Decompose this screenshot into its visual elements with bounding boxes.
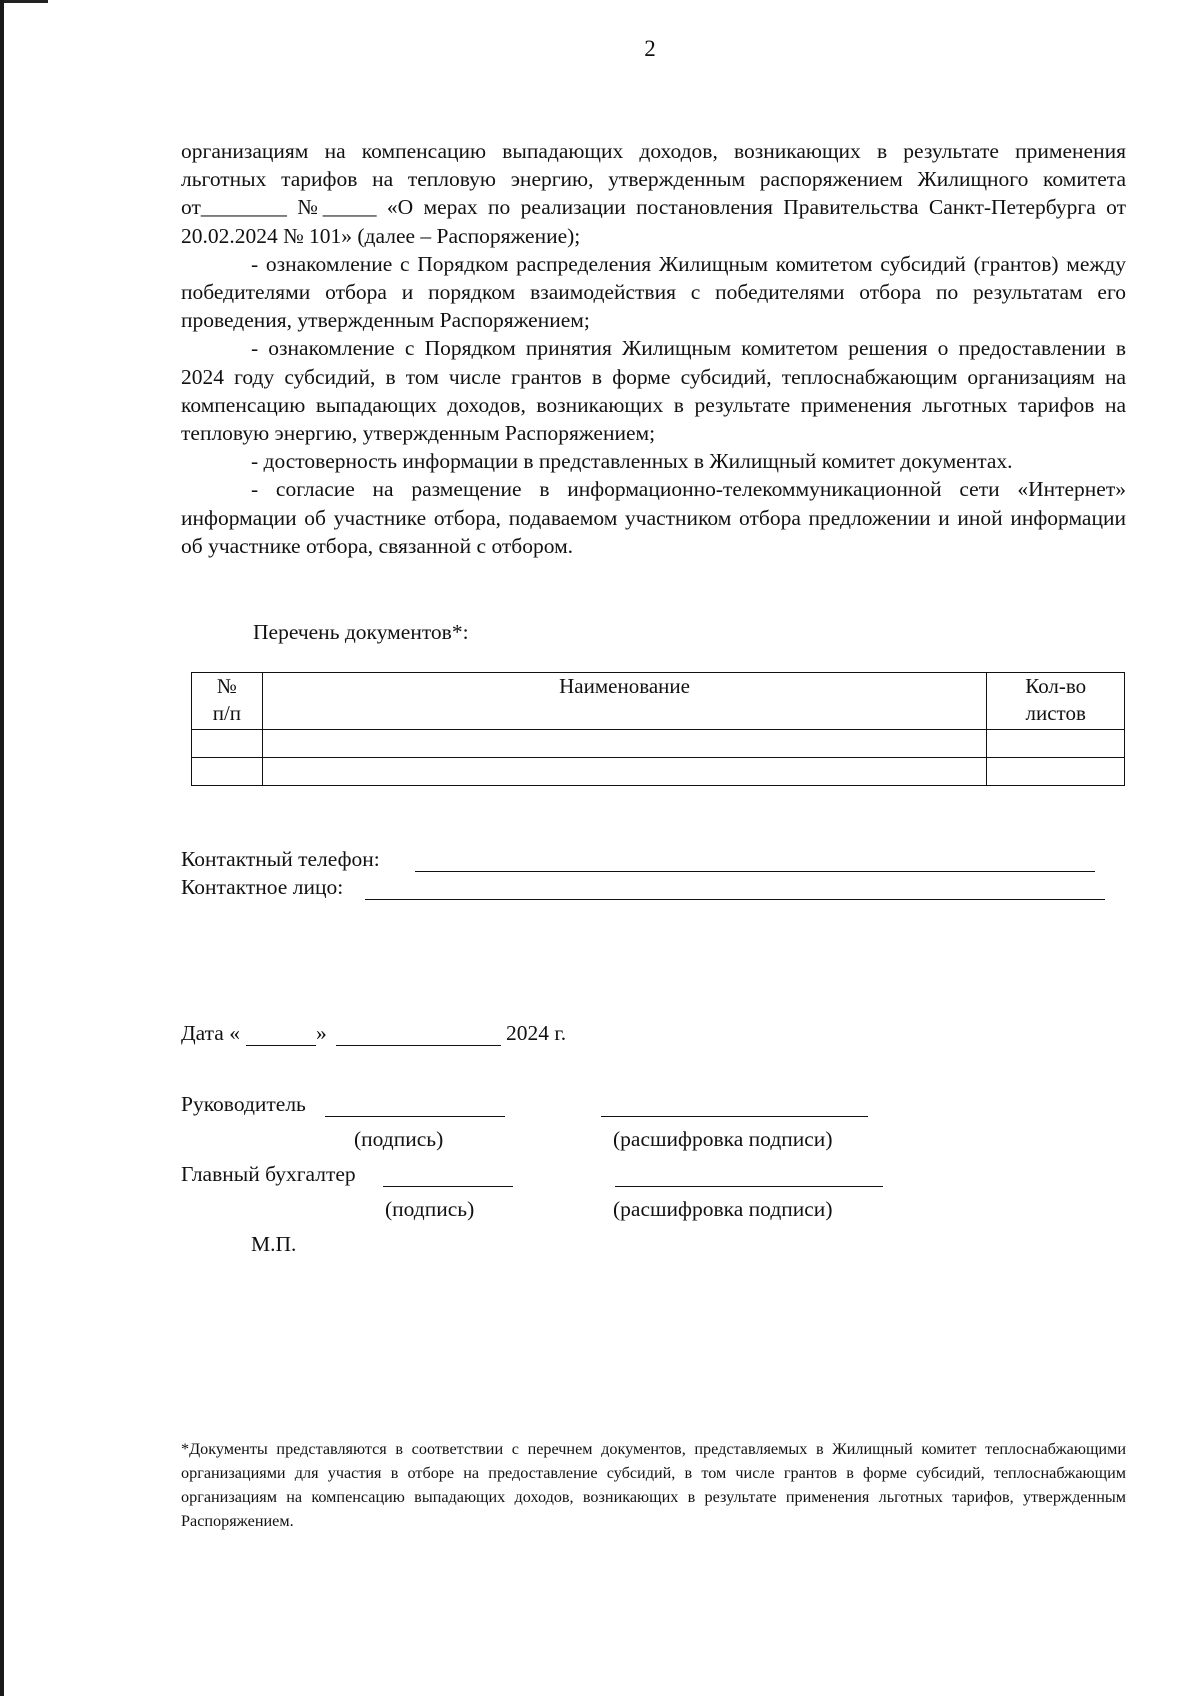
table-cell-name[interactable] [262, 758, 987, 786]
column-header-quantity-line1: Кол-во [1025, 674, 1087, 698]
documents-table [191, 672, 1125, 786]
table-cell-quantity[interactable] [987, 758, 1125, 786]
column-header-name: Наименование [262, 673, 987, 730]
page-number: 2 [644, 36, 656, 61]
accountant-label: Главный бухгалтер [181, 1162, 356, 1186]
date-month-field[interactable] [336, 1021, 501, 1046]
paragraph-2: - ознакомление с Порядком распределения Жилищным комитетом субсидий (грантов) между победителями отбора и порядком взаимодействия с победителями отбора по результатам его проведения, утвержденным Распоряжением; [181, 251, 1126, 333]
paragraph-3: - ознакомление с Порядком принятия Жилищным комитетом решения о предоставлении в 2024 году субсидий, в том числе грантов в форме субсидий, теплоснабжающим организациям на компенсацию выпадающих доходов, возникающих в результате применения льготных тарифов на тепловую энергию, утвержденным Распоряжением; [181, 336, 1126, 446]
paragraph-1: организациям на компенсацию выпадающих доходов, возникающих в результате применения льготных тарифов на тепловую энергию, утвержденным распоряжением Жилищного комитета от________ №_____ «О мерах по реализации постановления Правительства Санкт-Петербурга от 20.02.2024 № 101» (далее – Распоряжение); [181, 139, 1126, 248]
column-header-number-line2: п/п [212, 701, 242, 725]
footnote: *Документы представляются в соответствии с перечнем документов, представляемых в Жилищный комитет теплоснабжающими организациями для участия в отборе на предоставление субсидий, в том числе грантов в форме субсидий, теплоснабжающим организациям на компенсацию выпадающих доходов, возникающих в результате применения льготных тарифов, утвержденным Распоряжением. [181, 1440, 1126, 1530]
accountant-decoding-caption: (расшифровка подписи) [613, 1197, 833, 1221]
column-header-quantity-line2: листов [1025, 701, 1086, 725]
contact-phone-label: Контактный телефон: [181, 847, 380, 871]
scan-edge-left [0, 0, 4, 1696]
head-decoding-field[interactable] [601, 1092, 868, 1117]
paragraph-5: - согласие на размещение в информационно-телекоммуникационной сети «Интернет» информации об участнике отбора, подаваемом участником отбора предложении и иной информации об участнике отбора, связанной с отбором. [181, 477, 1126, 558]
table-cell-number[interactable] [192, 758, 263, 786]
accountant-signature-caption: (подпись) [385, 1197, 475, 1221]
table-header-row [192, 673, 1125, 730]
date-day-field[interactable] [246, 1021, 316, 1046]
column-header-number [192, 673, 263, 730]
table-cell-name[interactable] [262, 730, 987, 758]
table-cell-number[interactable] [192, 730, 263, 758]
date-mid: » [316, 1021, 327, 1045]
table-row [192, 730, 1125, 758]
head-label: Руководитель [181, 1092, 306, 1116]
contact-person-field[interactable] [365, 875, 1105, 900]
contact-phone-field[interactable] [415, 847, 1095, 872]
contact-person-label: Контактное лицо: [181, 875, 344, 899]
table-row [192, 758, 1125, 786]
accountant-decoding-field[interactable] [615, 1162, 883, 1187]
paragraph-4: - достоверность информации в представленных в Жилищный комитет документах. [251, 449, 1013, 474]
table-cell-quantity[interactable] [987, 730, 1125, 758]
date-prefix: Дата « [181, 1021, 240, 1045]
head-decoding-caption: (расшифровка подписи) [613, 1127, 833, 1151]
scan-edge-top [0, 0, 48, 3]
body-text [181, 137, 1126, 560]
date-year: 2024 г. [506, 1021, 567, 1045]
column-header-quantity [987, 673, 1125, 730]
accountant-signature-field[interactable] [383, 1162, 513, 1187]
stamp-label: М.П. [251, 1232, 297, 1256]
column-header-number-line1: № [216, 674, 237, 698]
head-signature-caption: (подпись) [354, 1127, 444, 1151]
documents-list-heading: Перечень документов*: [253, 620, 469, 644]
head-signature-field[interactable] [325, 1092, 505, 1117]
